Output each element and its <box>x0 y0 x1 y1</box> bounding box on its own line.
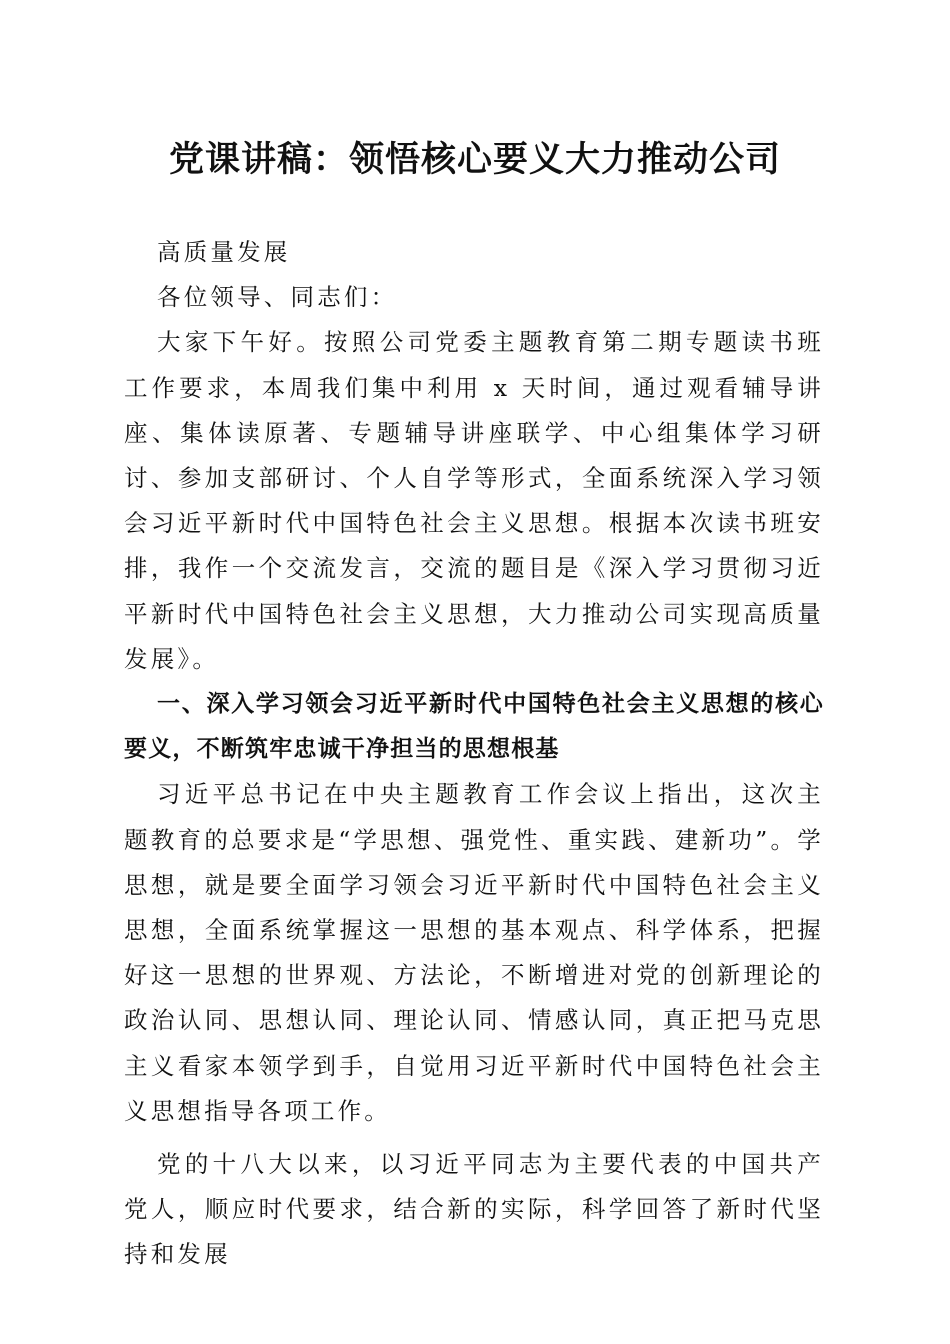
document-body <box>124 230 824 1278</box>
paragraph-2: 习近平总书记在中央主题教育工作会议上指出，这次主题教育的总要求是“学思想、强党性、重实践、建新功”。学思想，就是要全面学习领会习近平新时代中国特色社会主义思想，全面系统掌握这一思想的基本观点、科学体系，把握好这一思想的世界观、方法论，不断增进对党的创新理论的政治认同、思想认同、理论认同、情感认同，真正把马克思主义看家本领学到手，自觉用习近平新时代中国特色社会主义思想指导各项工作。 <box>124 780 824 1125</box>
document-title: 党课讲稿：领悟核心要义大力推动公司 <box>168 139 781 180</box>
section-heading-1: 一、深入学习领会习近平新时代中国特色社会主义思想的核心要义，不断筑牢忠诚干净担当的思想根基 <box>124 691 824 763</box>
paragraph-3: 党的十八大以来，以习近平同志为主要代表的中国共产党人，顺应时代要求，结合新的实际，科学回答了新时代坚持和发展 <box>124 1150 824 1269</box>
paragraph-intro: 大家下午好。按照公司党委主题教育第二期专题读书班工作要求，本周我们集中利用 x 天时间，通过观看辅导讲座、集体读原著、专题辅导讲座联学、中心组集体学习研讨、参加支部研讨、个人自学等形式，全面系统深入学习领会习近平新时代中国特色社会主义思想。根据本次读书班安排，我作一个交流发言，交流的题目是《深入学习贯彻习近平新时代中国特色社会主义思想，大力推动公司实现高质量发展》。 <box>124 328 824 673</box>
greeting: 各位领导、同志们： <box>157 283 398 312</box>
document-subtitle: 高质量发展 <box>157 238 291 266</box>
